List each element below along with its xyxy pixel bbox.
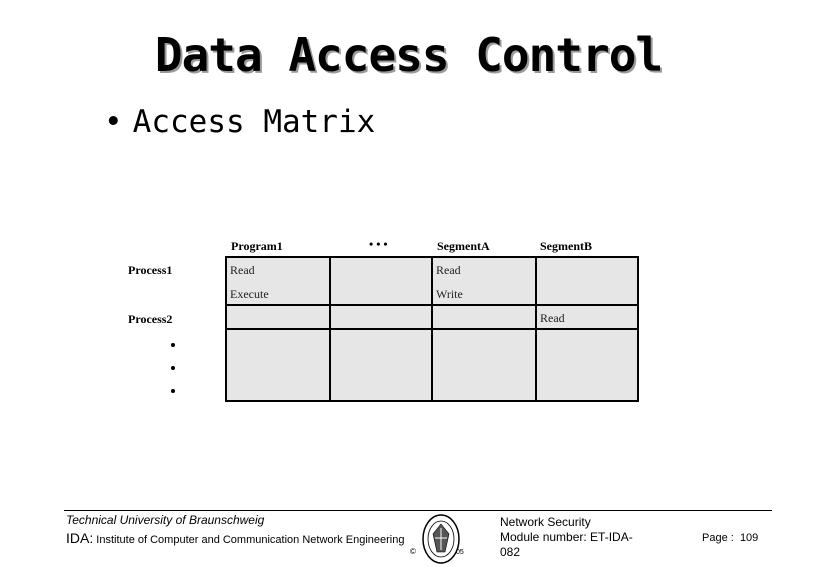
column-header-segment-b: SegmentB: [540, 239, 592, 253]
grid-line: [637, 256, 639, 402]
university-seal-icon: [420, 512, 462, 566]
footer-university: Technical University of Braunschweig: [66, 513, 265, 527]
footer-module-number-cont: 082: [500, 545, 521, 559]
footer-institute-name: Institute of Computer and Communication Network Engineering: [96, 534, 405, 546]
page-label: Page :: [702, 532, 734, 544]
column-header-program1: Program1: [231, 239, 283, 253]
grid-line: [535, 256, 537, 402]
row-header-process1: Process1: [128, 263, 173, 277]
bullet-marker: •: [104, 104, 123, 140]
footer-module-number: Module number: ET-IDA-: [500, 530, 633, 544]
footer-page-number: [702, 532, 758, 544]
cell-process2-segment-b-read: Read: [540, 311, 565, 325]
footer-divider: [64, 510, 772, 511]
footer-course-title: Network Security: [500, 515, 591, 529]
access-matrix-grid: [225, 256, 639, 402]
vertical-ellipsis-dot: [171, 366, 175, 370]
footer-year: 05: [456, 549, 464, 556]
slide-title: Data Access Control: [154, 28, 663, 82]
cell-process1-segment-a-read: Read: [436, 263, 461, 277]
grid-line: [431, 256, 433, 402]
cell-process1-segment-a-write: Write: [436, 287, 463, 301]
footer-course-info: [500, 515, 680, 560]
cell-process1-program1-read: Read: [230, 263, 255, 277]
grid-line: [225, 256, 227, 402]
bullet-access-matrix: [104, 104, 375, 140]
row-header-process2: Process2: [128, 312, 173, 326]
grid-line: [329, 256, 331, 402]
vertical-ellipsis-dot: [171, 343, 175, 347]
bullet-text: Access Matrix: [132, 104, 376, 140]
footer-institute: [66, 530, 406, 548]
vertical-ellipsis-dot: [171, 389, 175, 393]
column-header-ellipsis: • • •: [369, 237, 388, 251]
footer-ida-label: IDA:: [66, 530, 94, 546]
copyright-symbol: ©: [410, 547, 416, 556]
cell-process1-program1-execute: Execute: [230, 287, 269, 301]
page-number-value: 109: [739, 532, 759, 544]
column-header-segment-a: SegmentA: [437, 239, 490, 253]
